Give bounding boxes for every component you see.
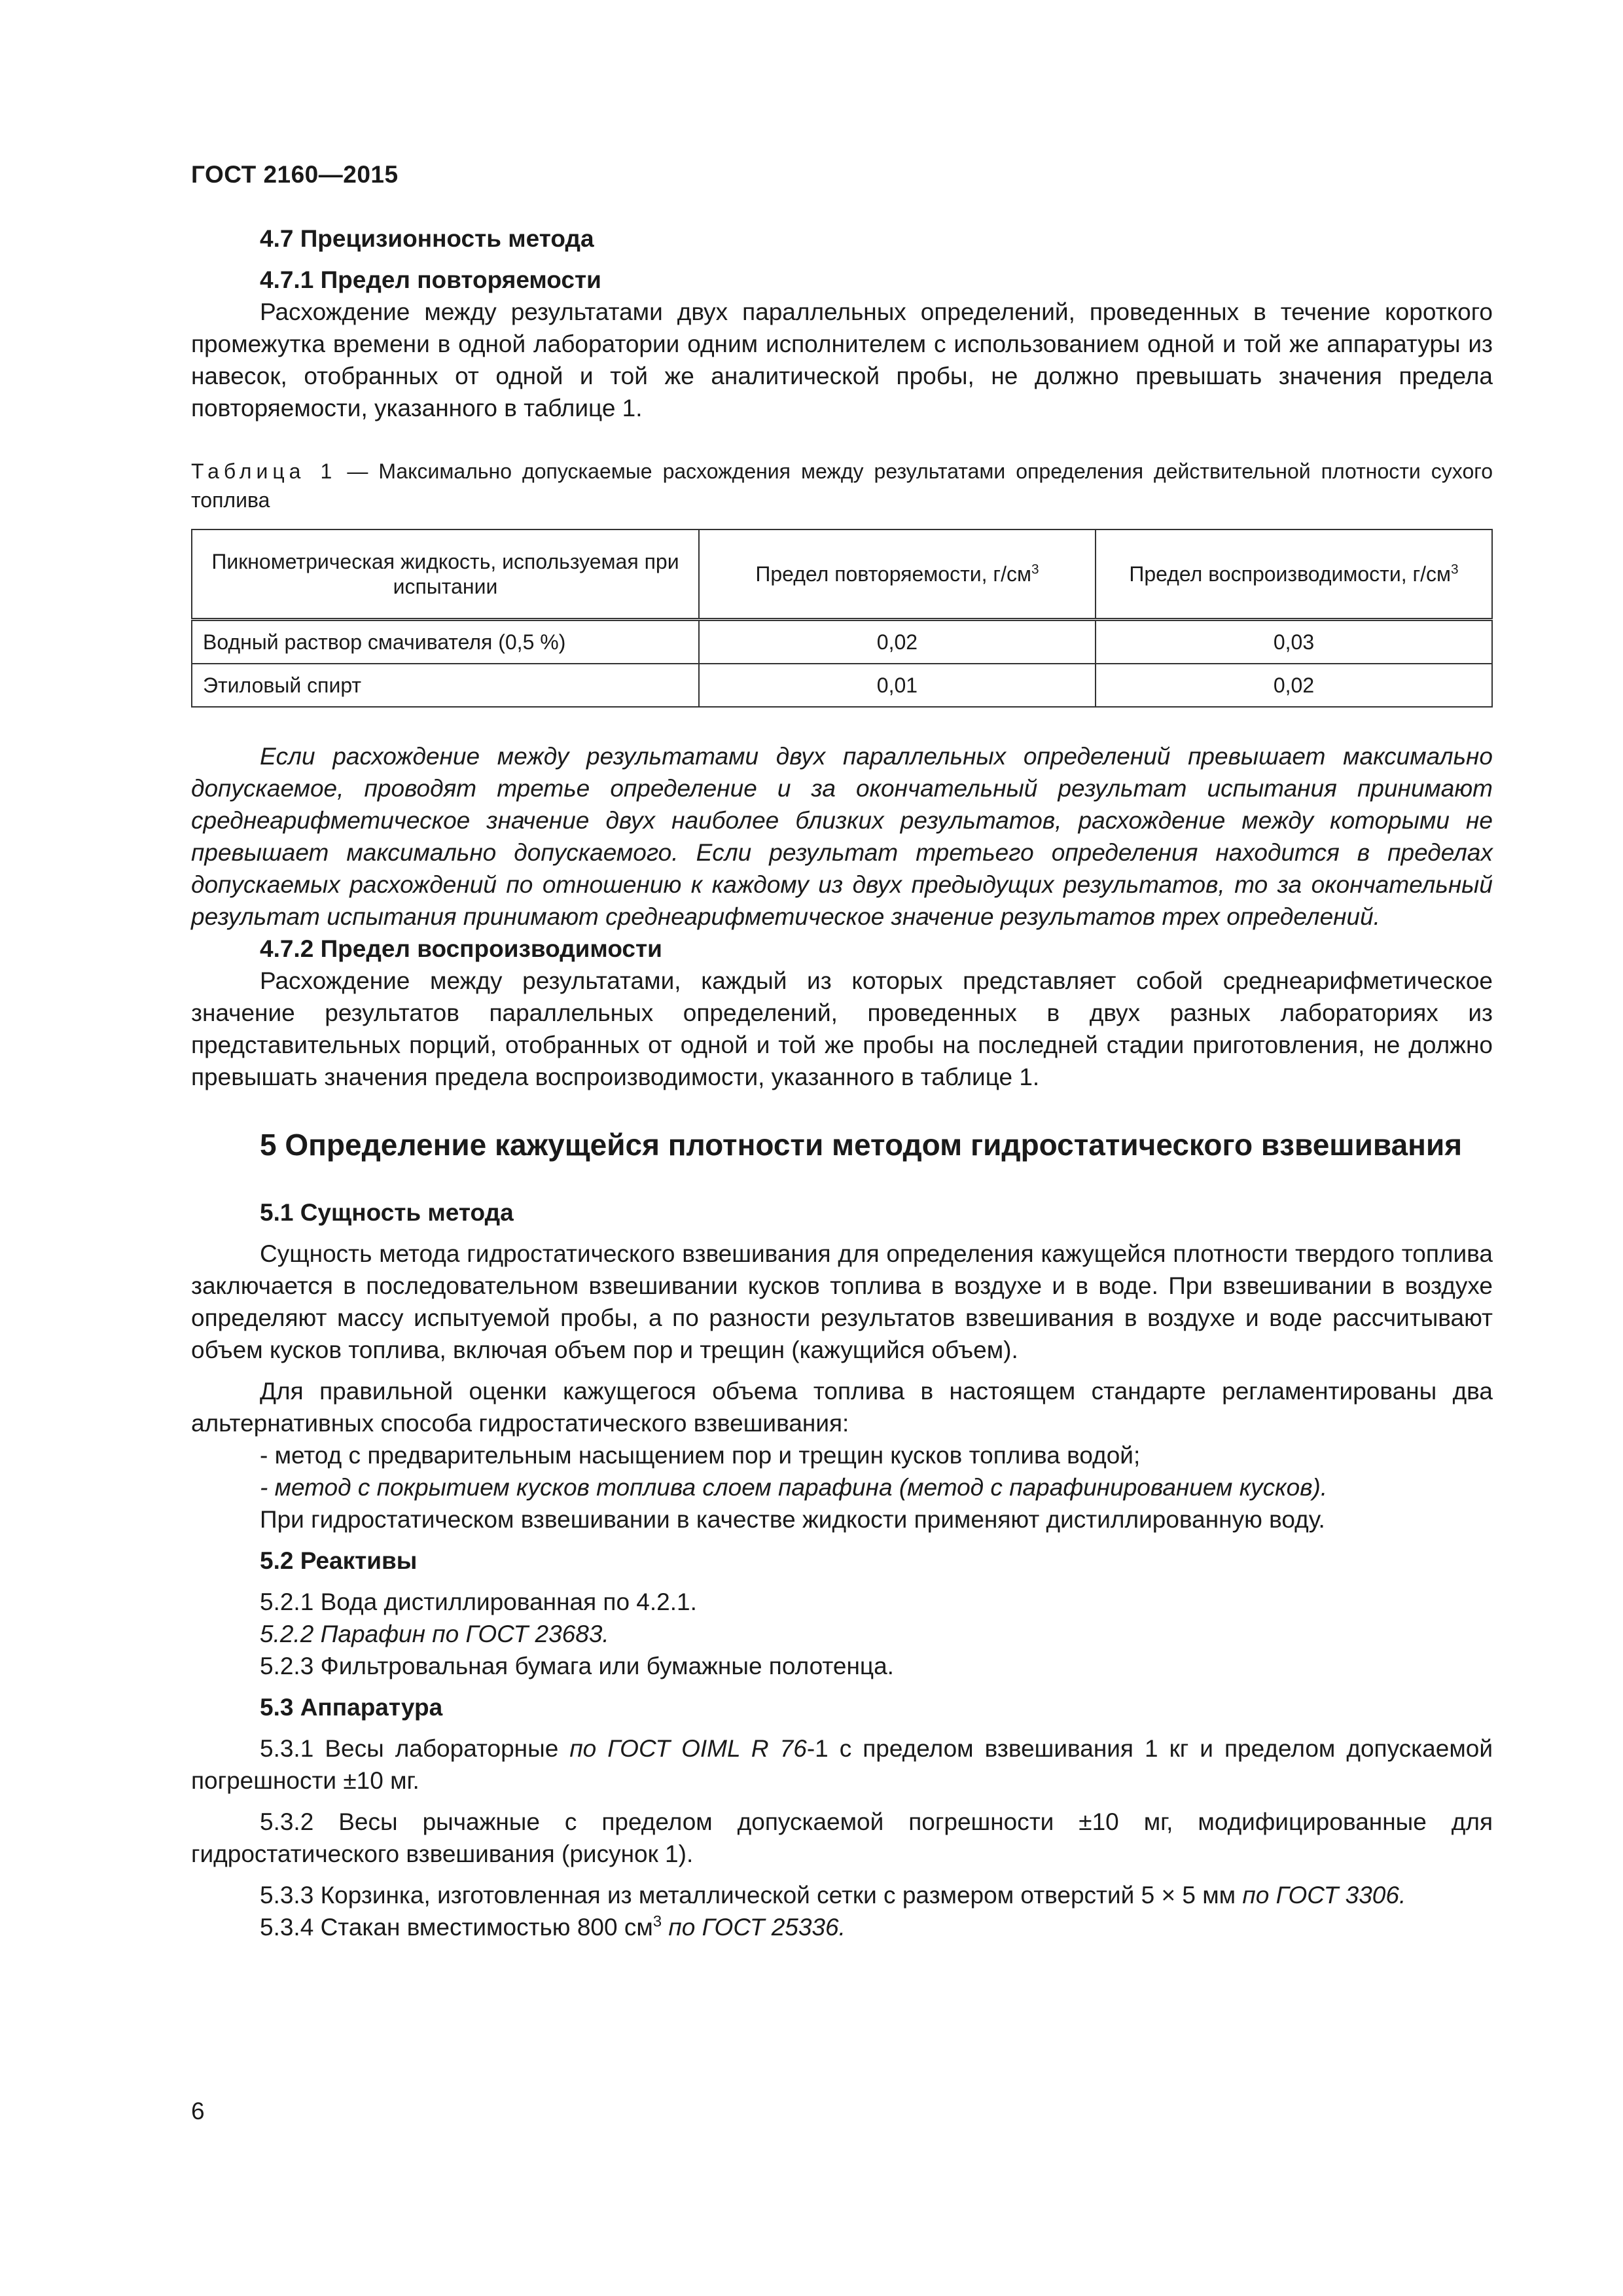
section-heading-5-2: 5.2 Реактивы (260, 1547, 418, 1574)
table-header-liquid: Пикнометрическая жидкость, используемая при испытании (192, 529, 699, 620)
apparatus-item (191, 1911, 1493, 1943)
apparatus-item (191, 1879, 1493, 1911)
table-cell-repeatability: 0,01 (699, 664, 1096, 707)
standard-reference: по ГОСТ OIML R 76 (569, 1735, 807, 1762)
paragraph-reproducibility: Расхождение между результатами, каждый из которых представляет собой среднеарифметическое значение результатов параллельных определений, проведенных в двух разных лабораториях из представительных порций, отобранных от одной и той же пробы на последней стадии приготовления, не должно превышать значения предела воспроизводимости, указанного в таблице 1. (191, 967, 1493, 1090)
section-heading-4-7: 4.7 Прецизионность метода (260, 225, 594, 252)
table-row (192, 620, 1492, 664)
table-row (192, 664, 1492, 707)
table-cell-liquid: Водный раствор смачивателя (0,5 %) (192, 620, 699, 664)
apparatus-text: -1 с пределом взвешивания 1 кг и пределом допускаемой погрешности ±10 мг. (191, 1735, 1493, 1794)
apparatus-item: 5.3.2 Весы рычажные с пределом допускаемой погрешности ±10 мг, модифицированные для гидростатического взвешивания (рисунок 1). (191, 1808, 1493, 1867)
paragraph-liquid: При гидростатическом взвешивании в качестве жидкости применяют дистиллированную воду. (260, 1506, 1325, 1533)
section-heading-5-1: 5.1 Сущность метода (260, 1199, 514, 1226)
apparatus-item (191, 1732, 1493, 1797)
table-header-repeatability (699, 529, 1096, 620)
table-cell-liquid: Этиловый спирт (192, 664, 699, 707)
table-cell-reproducibility: 0,03 (1096, 620, 1492, 664)
table-header-repeatability-text: Предел повторяемости, г/см (755, 562, 1031, 586)
precision-table (191, 529, 1493, 708)
italic-note: Если расхождение между результатами двух параллельных определений превышает максимально допускаемое, проводят третье определение и за окончательный результат испытания принимают среднеарифметическое значение двух наиболее близких результатов, расхождение между которыми не превышает максимально допускаемого. Если результат третьего определения находится в пределах допускаемых расхождений по отношению к каждому из двух предыдущих результатов, то за окончательный результат испытания принимают среднеарифметическое значение результатов трех определений. (191, 743, 1493, 930)
apparatus-text: 5.3.4 Стакан вместимостью 800 см (260, 1914, 653, 1941)
section-heading-5-3: 5.3 Аппаратура (260, 1694, 443, 1721)
table-header-reproducibility (1096, 529, 1492, 620)
standard-reference: по ГОСТ 3306. (1242, 1882, 1406, 1909)
volume-superscript: 3 (652, 1912, 662, 1931)
table-caption (191, 457, 1493, 514)
apparatus-text: 5.3.1 Весы лабораторные (260, 1735, 570, 1762)
table-cell-reproducibility: 0,02 (1096, 664, 1492, 707)
table-cell-repeatability: 0,02 (699, 620, 1096, 664)
reagent-item: 5.2.3 Фильтровальная бумага или бумажные полотенца. (260, 1653, 894, 1679)
section-heading-5: 5 Определение кажущейся плотности методом гидростатического взвешивания (260, 1128, 1463, 1162)
paragraph-method-essence: Сущность метода гидростатического взвешивания для определения кажущейся плотности твердого топлива заключается в последовательном взвешивании кусков топлива в воздухе и в воде. При взвешивании в воздухе определяют массу испытуемой пробы, а по разности результатов взвешивания в воздухе и воде рассчитывают объем кусков топлива, включая объем пор и трещин (кажущийся объем). (191, 1240, 1493, 1363)
unit-superscript: 3 (1031, 562, 1039, 577)
table-caption-text: — Максимально допускаемые расхождения между результатами определения действительной плотности сухого топлива (191, 459, 1493, 512)
apparatus-text: 5.3.3 Корзинка, изготовленная из металлической сетки с размером отверстий 5 × 5 мм (260, 1882, 1243, 1909)
page-body (191, 223, 1493, 1943)
standard-reference: по ГОСТ 25336. (662, 1914, 846, 1941)
paragraph-repeatability: Расхождение между результатами двух параллельных определений, проведенных в течение короткого промежутка времени в одной лаборатории одним исполнителем с использованием одной и той же аппаратуры из навесок, отобранных от одной и той же аналитической пробы, не должно превышать значения предела повторяемости, указанного в таблице 1. (191, 298, 1493, 422)
list-item: - метод с покрытием кусков топлива слоем парафина (метод с парафинированием кусков). (260, 1474, 1328, 1501)
unit-superscript: 3 (1451, 562, 1459, 577)
page-number: 6 (191, 2098, 205, 2125)
reagent-item: 5.2.1 Вода дистиллированная по 4.2.1. (260, 1588, 697, 1615)
list-item: - метод с предварительным насыщением пор и трещин кусков топлива водой; (260, 1442, 1141, 1469)
document-id: ГОСТ 2160—2015 (191, 161, 399, 188)
section-heading-4-7-1: 4.7.1 Предел повторяемости (260, 266, 601, 293)
paragraph-alternative-methods: Для правильной оценки кажущегося объема топлива в настоящем стандарте регламентированы два альтернативных способа гидростатического взвешивания: (191, 1378, 1493, 1437)
table-header-reproducibility-text: Предел воспроизводимости, г/см (1129, 562, 1452, 586)
table-caption-label: Таблица 1 (191, 459, 337, 483)
section-heading-4-7-2: 4.7.2 Предел воспроизводимости (260, 935, 662, 962)
reagent-item: 5.2.2 Парафин по ГОСТ 23683. (260, 1621, 609, 1647)
